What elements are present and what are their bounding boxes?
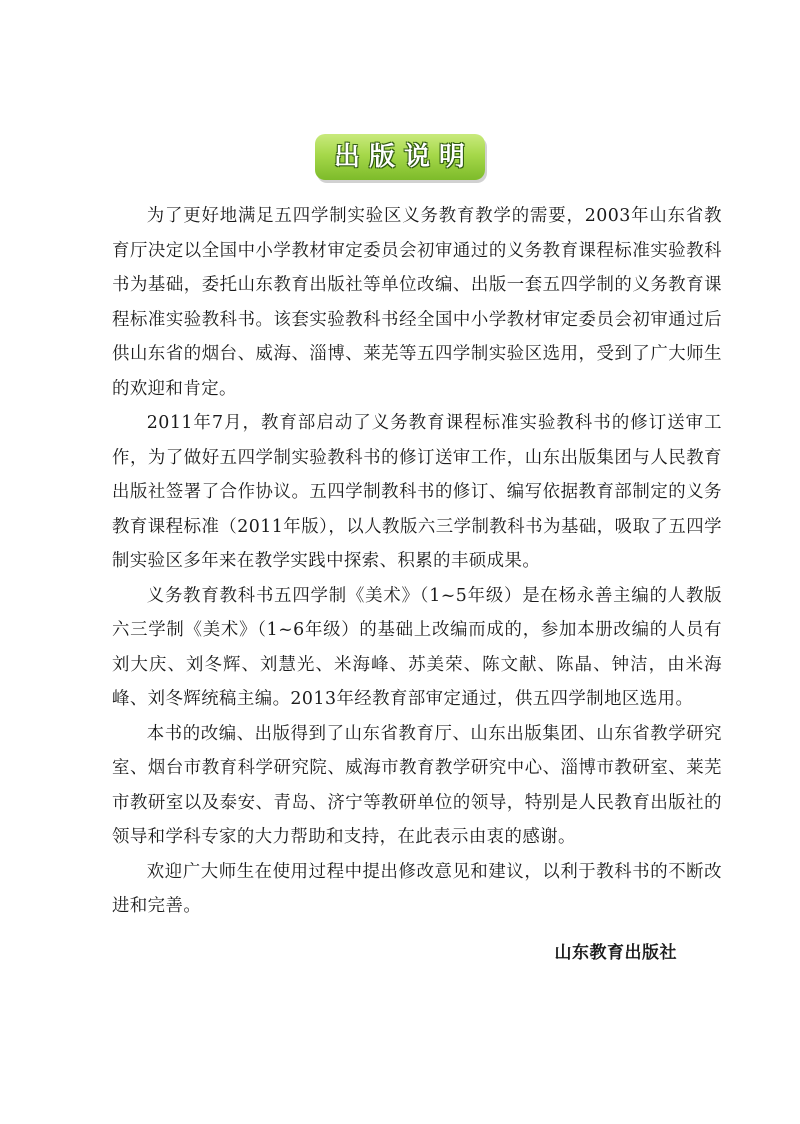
paragraph-5: 欢迎广大师生在使用过程中提出修改意见和建议，以利于教科书的不断改进和完善。 <box>112 861 722 916</box>
body-text <box>112 199 722 924</box>
publisher-signature: 山东教育出版社 <box>554 943 677 963</box>
page-title: 出版说明 <box>315 134 485 180</box>
paragraph-3: 义务教育教科书五四学制《美术》（1~5年级）是在杨永善主编的人教版六三学制《美术》（1~6年级）的基础上改编而成的，参加本册改编的人员有刘大庆、刘冬辉、刘慧光、米海峰、苏美荣、陈文献、陈晶、钟洁，由米海峰、刘冬辉统稿主编。2013年经教育部审定通过，供五四学制地区选用。 <box>112 585 722 709</box>
paragraph-1: 为了更好地满足五四学制实验区义务教育教学的需要，2003年山东省教育厅决定以全国中小学教材审定委员会初审通过的义务教育课程标准实验教科书为基础，委托山东教育出版社等单位改编、出版一套五四学制的义务教育课程标准实验教科书。该套实验教科书经全国中小学教材审定委员会初审通过后供山东省的烟台、威海、淄博、莱芜等五四学制实验区选用，受到了广大师生的欢迎和肯定。 <box>112 206 722 399</box>
paragraph-2: 2011年7月，教育部启动了义务教育课程标准实验教科书的修订送审工作，为了做好五四学制实验教科书的修订送审工作，山东出版集团与人民教育出版社签署了合作协议。五四学制教科书的修订、编写依据教育部制定的义务教育课程标准（2011年版），以人教版六三学制教科书为基础，吸取了五四学制实验区多年来在教学实践中探索、积累的丰硕成果。 <box>112 413 722 571</box>
paragraph-4: 本书的改编、出版得到了山东省教育厅、山东出版集团、山东省教学研究室、烟台市教育科学研究院、威海市教育教学研究中心、淄博市教研室、莱芜市教研室以及泰安、青岛、济宁等教研单位的领导，特别是人民教育出版社的领导和学科专家的大力帮助和支持，在此表示由衷的感谢。 <box>112 723 722 847</box>
